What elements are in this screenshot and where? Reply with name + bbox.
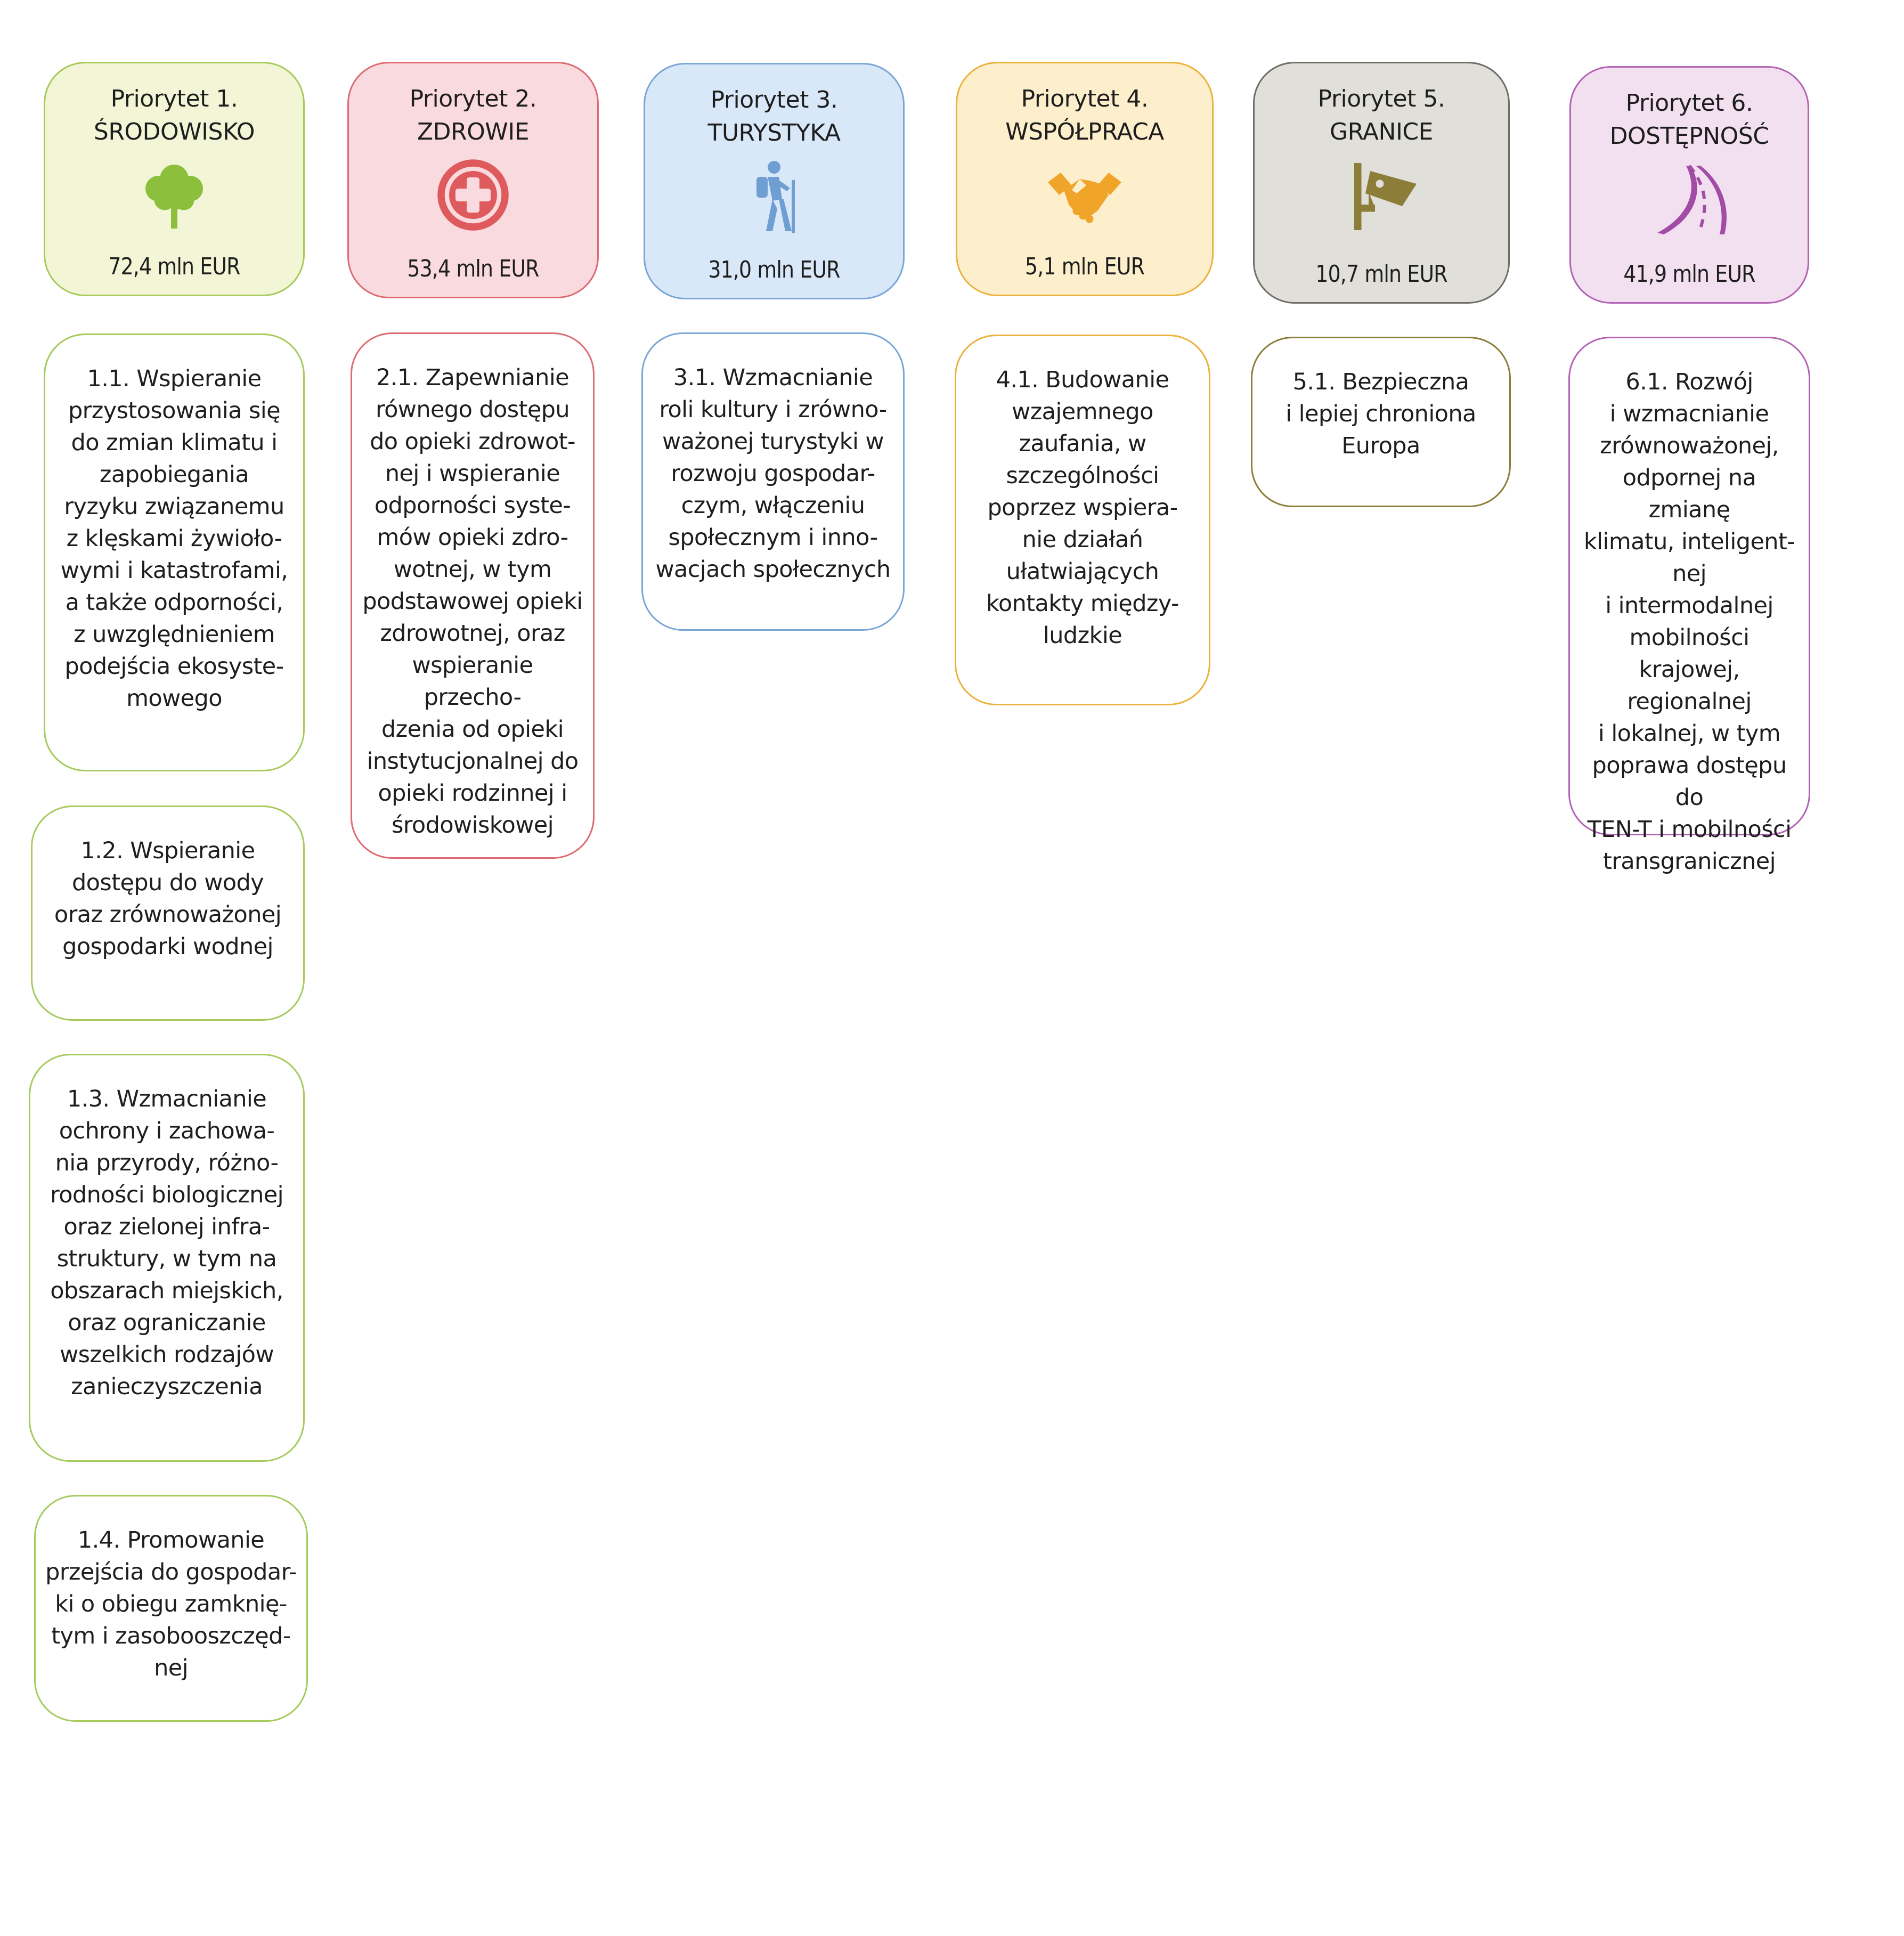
objective-1-4-text: 1.4. Promowanie przejścia do gospodar- ki o obiegu zamknię- tym i zasobooszczęd- nej [45, 1527, 297, 1681]
priority-6-budget: 41,9 mln EUR [1623, 261, 1755, 288]
objective-1-1-box [44, 333, 305, 771]
priority-5-name: GRANICE [1330, 118, 1433, 145]
priority-1-budget: 72,4 mln EUR [108, 253, 240, 280]
priority-3-budget: 31,0 mln EUR [708, 256, 840, 283]
priority-2-number: Priorytet 2. [409, 85, 537, 112]
objective-1-4-box [34, 1495, 308, 1722]
priority-1-box [44, 62, 305, 296]
objective-3-1-box [641, 332, 905, 631]
priority-5-title [1255, 83, 1508, 149]
objective-2-1-text: 2.1. Zapewnianie równego dostępu do opieki zdrowot- nej i wspieranie odporności syste- mów opieki zdro- wotnej, w tym podstawowej opieki zdrowotnej, oraz wspieranie przecho- dzenia od opieki instytucjonalnej do opieki rodzinnej i środowiskowej [362, 364, 583, 839]
priority-5-number: Priorytet 5. [1317, 85, 1445, 112]
priority-4-number: Priorytet 4. [1021, 85, 1149, 112]
priority-3-number: Priorytet 3. [710, 86, 838, 113]
priority-2-name: ZDROWIE [417, 118, 529, 145]
priority-1-number: Priorytet 1. [110, 85, 238, 112]
priority-4-name: WSPÓŁPRACA [1005, 118, 1164, 145]
priority-4-box [956, 62, 1214, 296]
priority-2-box [347, 62, 599, 298]
objective-1-2-box [31, 806, 305, 1021]
hiker-icon [734, 156, 814, 236]
objective-1-1-text: 1.1. Wspieranie przystosowania się do zmian klimatu i zapobiegania ryzyku związanemu z klęskami żywioło- wymi i katastrofami, a także odporności, z uwzględnieniem podejścia ekosyste- mowego [60, 365, 288, 712]
priority-3-title [645, 84, 903, 150]
priority-6-title [1571, 87, 1808, 153]
priority-1-title [45, 83, 303, 149]
objective-1-3-box [29, 1054, 305, 1462]
priority-6-box [1569, 66, 1809, 304]
objective-1-3-text: 1.3. Wzmacnianie ochrony i zachowa- nia przyrody, różno- rodności biologicznej oraz zielonej infra- struktury, w tym na obszarach miejskich, oraz ograniczanie wszelkich rodzajów zanieczyszczenia [50, 1086, 283, 1400]
road-icon [1649, 159, 1729, 239]
surveillance-camera-icon [1341, 155, 1421, 235]
objective-5-1-text: 5.1. Bezpieczna i lepiej chroniona Europa [1285, 369, 1476, 459]
objective-2-1-box [351, 332, 595, 859]
objective-5-1-box [1251, 337, 1511, 507]
priority-3-box [644, 63, 905, 299]
objective-1-2-text: 1.2. Wspieranie dostępu do wody oraz zrównoważonej gospodarki wodnej [54, 837, 282, 960]
handshake-icon [1045, 155, 1125, 235]
priority-5-budget: 10,7 mln EUR [1315, 261, 1447, 288]
priority-4-budget: 5,1 mln EUR [1024, 253, 1145, 280]
objective-6-1-text: 6.1. Rozwój i wzmacnianie zrównoważonej, odpornej na zmianę klimatu, inteligent- nej i intermodalnej mobilności krajowej, regionalnej i lokalnej, w tym poprawa dostępu do TEN-T i mobilności transgranicznej [1583, 369, 1795, 875]
priority-2-budget: 53,4 mln EUR [407, 255, 539, 282]
priority-6-number: Priorytet 6. [1625, 90, 1753, 117]
priority-3-name: TURYSTYKA [707, 119, 841, 147]
priority-1-name: ŚRODOWISKO [93, 118, 255, 145]
tree-icon [134, 155, 214, 235]
objective-4-1-text: 4.1. Budowanie wzajemnego zaufania, w szczególności poprzez wspiera- nie działań ułatwiających kontakty między- ludzkie [986, 367, 1179, 649]
priority-6-name: DOSTĘPNOŚĆ [1609, 123, 1769, 150]
objective-6-1-box [1568, 337, 1810, 875]
medical-cross-icon [433, 155, 513, 235]
priority-5-box [1253, 62, 1510, 304]
objective-3-1-text: 3.1. Wzmacnianie roli kultury i zrówno- ważonej turystyki w rozwoju gospodar- czym, włączeniu społecznym i inno- wacjach społecznych [655, 364, 891, 583]
priority-2-title [349, 83, 597, 149]
priority-4-title [957, 83, 1212, 149]
objective-4-1-box [955, 335, 1210, 705]
